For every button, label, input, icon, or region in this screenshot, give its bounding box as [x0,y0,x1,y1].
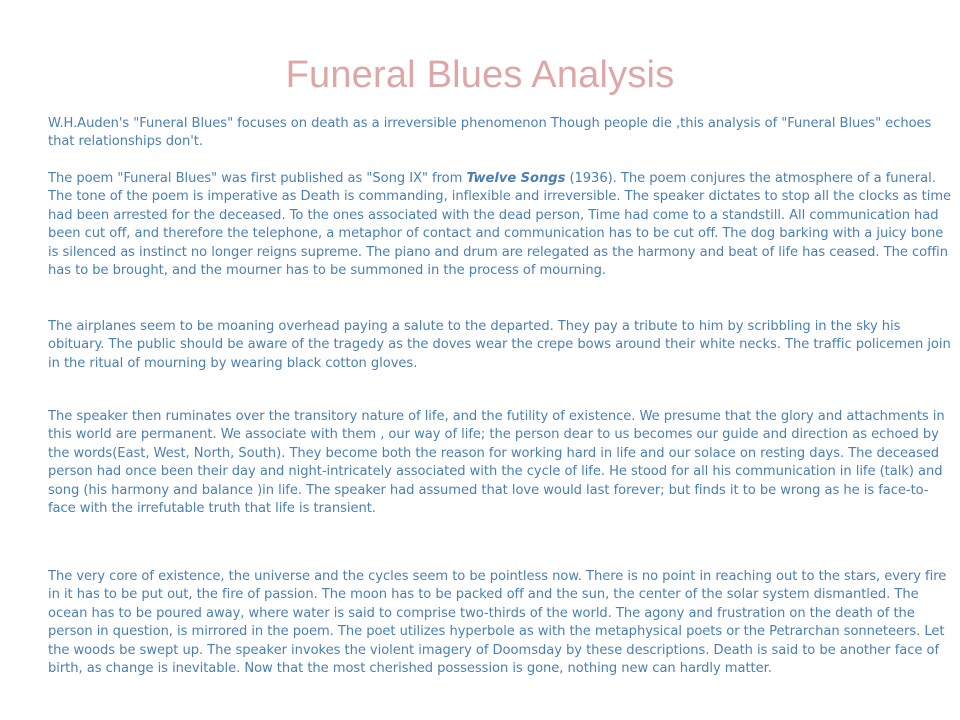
paragraph-transience [48,408,953,518]
paragraph-publication [48,170,953,280]
paragraph-publication-rest: (1936). The poem conjures the atmosphere of a funeral. The tone of the poem is imperative as Death is commanding, inflexible and irreversible. The speaker dictates to stop all the clocks as time had been arrested for the deceased. To the ones associated with the dead person, Time had come to a standstill. All communication had been cut off, and therefore the telephone, a metaphor of contact and communication has to be cut off. The dog barking with a juicy bone is silenced as instinct no longer reigns supreme. The piano and drum are relegated as the harmony and beat of life has ceased. The coffin has to be brought, and the mourner has to be summoned in the process of mourning. [48,171,952,279]
paragraph-intro [48,115,953,152]
book-title-emphasis: Twelve Songs [466,171,566,186]
paragraph-airplanes-text: The airplanes seem to be moaning overhead paying a salute to the departed. They pay a tribute to him by scribbling in the sky his obituary. The public should be aware of the tragedy as the doves wear the crepe bows around their white necks. The traffic policemen join in the ritual of mourning by wearing black cotton gloves. [48,319,951,371]
paragraph-transience-text: The speaker then ruminates over the transitory nature of life, and the futility of existence. We presume that the glory and attachments in this world are permanent. We associate with them , our way of life; the person dear to us becomes our guide and direction as echoed by the words(East, West, North, South). They become both the reason for working hard in life and our solace on resting days. The deceased person had once been their day and night-intricately associated with the cycle of life. He stood for all his communication in life (talk) and song (his harmony and balance )in life. The speaker had assumed that love would last forever; but finds it to be wrong as he is face-to-face with the irrefutable truth that life is transient. [48,409,945,517]
paragraph-publication-lead: The poem "Funeral Blues" was first published as "Song IX" from [48,171,467,186]
paragraph-airplanes [48,318,953,373]
paragraph-doomsday [48,568,953,678]
paragraph-intro-text: W.H.Auden's "Funeral Blues" focuses on death as a irreversible phenomenon Though people die ,this analysis of "Funeral Blues" echoes that relationships don't. [48,116,932,150]
slide-title: Funeral Blues Analysis [285,54,675,96]
paragraph-publication-text [48,170,953,280]
paragraph-doomsday-text: The very core of existence, the universe and the cycles seem to be pointless now. There is no point in reaching out to the stars, every fire in it has to be put out, the fire of passion. The moon has to be packed off and the sun, the center of the solar system dismantled. The ocean has to be poured away, where water is said to comprise two-thirds of the world. The agony and frustration on the death of the person in question, is mirrored in the poem. The poet utilizes hyperbole as with the metaphysical poets or the Petrarchan sonneteers. Let the woods be swept up. The speaker invokes the violent imagery of Doomsday by these descriptions. Death is said to be another face of birth, as change is inevitable. Now that the most cherished possession is gone, nothing new can hardly matter. [48,569,947,677]
